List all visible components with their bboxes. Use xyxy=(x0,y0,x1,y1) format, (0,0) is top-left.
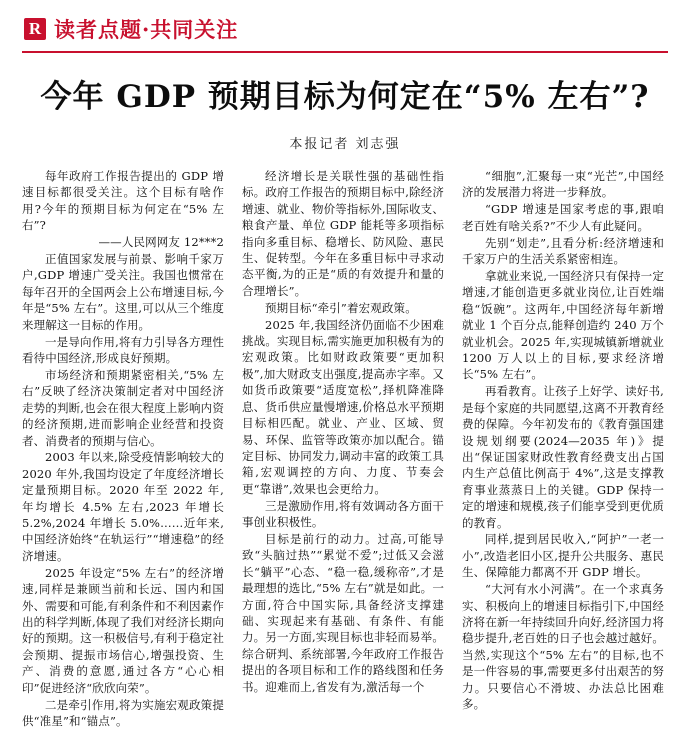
paragraph: “大河有水小河满”。在一个求真务实、积极向上的增速目标指引下,中国经济将在新一年持续回升向好,经济国力将稳步提升,老百姓的日子也会越过越好。当然,实现这个“5% 左右”的目标,也不是一件容易的事,需要更多付出艰苦的努力。只要信心不滑坡、办法总比困难多。 xyxy=(462,581,664,712)
paragraph: 拿就业来说,一国经济只有保持一定增速,才能创造更多就业岗位,让百姓端稳“饭碗”。这两年,中国经济每年新增就业 1 个百分点,能释创造约 240 万个就业机会。2025 年,实现城镇新增就业 1200 万人以上的目标,要求经济增长“5% 左右”。 xyxy=(462,268,664,383)
paragraph: 2003 年以来,除受疫情影响较大的 2020 年外,我国均设定了年度经济增长定量预期目标。2020 年至 2022 年,年均增长 4.5% 左右,2023 年增长 5.2%,2024 年增长 5.0%……近年来,中国经济始终“在轨运行”“增速稳”的经济增速。 xyxy=(22,449,224,564)
paragraph: 同样,提到居民收入,“阿护”一老一小”,改造老旧小区,提升公共服务、惠民生、保障能力都离不开 GDP 增长。 xyxy=(462,531,664,580)
page-title: 今年 GDP 预期目标为何定在“5% 左右”? xyxy=(22,71,668,116)
article-column-2 xyxy=(242,168,444,668)
paragraph: “GDP 增速是国家考虑的事,跟咱老百姓有啥关系?”不少人有此疑问。 xyxy=(462,201,664,234)
paragraph: 正值国家发展与前景、影响千家万户,GDP 增速广受关注。我国也惯常在每年召开的全国两会上公布增速目标,今年是“5% 左右”。这里,可以从三个维度来理解这一目标的作用。 xyxy=(22,251,224,333)
paragraph: 目标是前行的动力。过高,可能导致“头脑过热”“累觉不爱”;过低又会滋长“躺平”心态、“稳一稳,缓称帝”,才是最理想的选比,“5% 左右”就是如此。一方面,符合中国实际,具备经济支撑建础、实现起来有基础、有条件、有能力。另一方面,实现目标也非轻而易举。综合研判、系统部署,今年政府工作报告提出的各项目标和工作的路线图和任务书。迎难而上,省发有为,激活每一个 xyxy=(242,531,444,695)
paragraph: 三是激励作用,将有效调动各方面干事创业积极性。 xyxy=(242,498,444,531)
byline: 本报记者 刘志强 xyxy=(22,133,668,152)
masthead-title: 读者点题·共同关注 xyxy=(54,14,238,44)
article-column-3 xyxy=(462,168,664,668)
paragraph: 再看教育。让孩子上好学、读好书,是每个家庭的共同愿望,这离不开教育经费的保障。今年初发布的《教育强国建设规划纲要(2024—2035 年)》提出“保证国家财政性教育经费支出占国内生产总值比例高于 4%”,这是支撑教育事业蒸蒸日上的关键。GDP 保持一定的增速和规模,孩子们能享受到更优质的教育。 xyxy=(462,383,664,531)
reader-logo-icon: R xyxy=(24,18,46,40)
paragraph: 每年政府工作报告提出的 GDP 增速目标都很受关注。这个目标有啥作用?今年的预期目标为何定在“5% 左右”? xyxy=(22,168,224,234)
paragraph: 市场经济和预期紧密相关,“5% 左右”反映了经济决策制定者对中国经济走势的判断,也会在很大程度上影响内资的经济预期,进而影响企业经营和投资者、消费者的预期与信心。 xyxy=(22,367,224,449)
paragraph: 2025 年设定“5% 左右”的经济增速,同样是兼顾当前和长远、国内和国外、需要和可能,有利条件和不利因素作出的科学判断,体现了我们对经济长期向好的预期。这一积极信号,有利于稳定社会预期、提振市场信心,增强投资、生产、消费的意愿,通过各方“心心相印”促进经济“欣欣向荣”。 xyxy=(22,565,224,696)
paragraph-attribution: ——人民网网友 12***2 xyxy=(22,234,224,250)
article-column-1 xyxy=(22,168,224,668)
paragraph: 二是牵引作用,将为实施宏观政策提供“准星”和“锚点”。 xyxy=(22,697,224,729)
paragraph: 一是导向作用,将有力引导各方理性看待中国经济,形成良好预期。 xyxy=(22,334,224,367)
article-body xyxy=(22,168,668,668)
masthead xyxy=(22,14,668,44)
paragraph: 预期目标“牵引”着宏观政策。 xyxy=(242,300,444,316)
masthead-divider xyxy=(22,51,668,53)
paragraph: “细胞”,汇聚每一束“光芒”,中国经济的发展潜力将进一步释放。 xyxy=(462,168,664,201)
paragraph: 2025 年,我国经济仍面临不少困难挑战。实现目标,需实施更加积极有为的宏观政策。比如财政政策要“更加积极”,加大财政支出强度,提高赤字率。又如货币政策要“适度宽松”,择机降准降息、货币供应量慢增速,价格总水平预期目标相匹配。就业、产业、区域、贸易、环保、监管等政策亦加以配合。锚定目标、协同发力,调动丰富的政策工具箱,宏观调控的方向、力度、节奏会更“靠谱”,效果也会更给力。 xyxy=(242,317,444,497)
paragraph: 先别“划走”,且看分析:经济增速和千家万户的生活关系紧密相连。 xyxy=(462,235,664,268)
paragraph: 经济增长是关联性强的基础性指标。政府工作报告的预期目标中,除经济增速、就业、物价等指标外,国际收支、粮食产量、单位 GDP 能耗等多项指标指向多重目标、稳增长、防风险、惠民生、促转型。今年在多重目标中寻求动态平衡,为的正是“质的有效提升和量的合理增长”。 xyxy=(242,168,444,299)
